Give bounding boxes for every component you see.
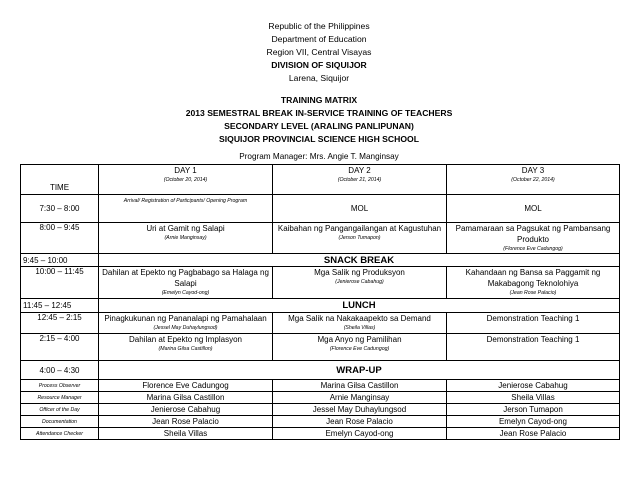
session-cell: Demonstration Teaching 1	[447, 313, 620, 334]
speaker: (Florence Eve Cadungog)	[329, 346, 390, 352]
person-cell: Sheila Villas	[99, 428, 273, 440]
role-row	[21, 428, 620, 440]
speaker: (Jerson Tumapon)	[338, 235, 381, 241]
table-row	[21, 267, 620, 299]
person-cell: Jean Rose Palacio	[447, 428, 620, 440]
header-republic: Republic of the Philippines	[268, 21, 370, 31]
time-cell: 7:30 – 8:00	[21, 195, 99, 223]
role-label: Officer of the Day	[21, 404, 99, 416]
wrap-up-label: WRAP-UP	[99, 361, 620, 380]
session-cell: Mga Salik na Nakakaapekto sa Demand (Sheila Villas)	[273, 313, 447, 334]
person-cell: Emelyn Cayod-ong	[273, 428, 447, 440]
person-cell: Jean Rose Palacio	[99, 416, 273, 428]
session-cell: Mga Anyo ng Pamilihan (Florence Eve Cadungog)	[273, 334, 447, 361]
table-row	[21, 223, 620, 254]
table-row	[21, 334, 620, 361]
role-row	[21, 380, 620, 392]
person-cell: Jean Rose Palacio	[273, 416, 447, 428]
time-header: TIME	[21, 165, 99, 195]
day3-header: DAY 3 (October 22, 2014)	[447, 165, 620, 195]
speaker: (Arnie Manginsay)	[164, 235, 207, 241]
speaker: (Sheila Villas)	[343, 325, 376, 331]
session-cell: Pamamaraan sa Pagsukat ng Pambansang Produkto (Florence Eve Cadungog)	[447, 223, 620, 254]
session-cell: Pinagkukunan ng Pananalapi ng Pamahalaan (Jessel May Duhaylungsod)	[99, 313, 273, 334]
session-cell: Arrival/ Registration of Participants/ Opening Program	[99, 195, 273, 223]
session-cell: MOL	[273, 195, 447, 223]
time-cell: 12:45 – 2:15	[21, 313, 99, 334]
session-cell: Uri at Gamit ng Salapi (Arnie Manginsay)	[99, 223, 273, 254]
person-cell: Jenierose Cabahug	[99, 404, 273, 416]
person-cell: Sheila Villas	[447, 392, 620, 404]
title-training: 2013 SEMESTRAL BREAK IN-SERVICE TRAINING OF TEACHERS	[185, 108, 453, 118]
role-row	[21, 392, 620, 404]
day1-date: (October 20, 2014)	[163, 177, 208, 183]
header-department: Department of Education	[271, 34, 367, 44]
table-row	[21, 195, 620, 223]
lunch-label: LUNCH	[99, 299, 620, 313]
person-cell: Arnie Manginsay	[273, 392, 447, 404]
speaker: (Emelyn Cayod-ong)	[161, 290, 210, 296]
speaker: (Jessel May Duhaylungsod)	[153, 325, 218, 331]
person-cell: Marina Gilsa Castillon	[273, 380, 447, 392]
role-label: Attendance Checker	[21, 428, 99, 440]
document-header	[0, 20, 638, 85]
speaker: (Florence Eve Cadungog)	[503, 246, 563, 252]
day2-header: DAY 2 (October 21, 2014)	[273, 165, 447, 195]
person-cell: Emelyn Cayod-ong	[447, 416, 620, 428]
day3-date: (October 22, 2014)	[511, 177, 555, 183]
session-cell: MOL	[447, 195, 620, 223]
time-cell: 8:00 – 9:45	[21, 223, 99, 254]
time-cell: 11:45 – 12:45	[21, 299, 99, 313]
day2-date: (October 21, 2014)	[337, 177, 382, 183]
day1-header: DAY 1 (October 20, 2014)	[99, 165, 273, 195]
header-division: DIVISION OF SIQUIJOR	[271, 60, 367, 70]
person-cell: Florence Eve Cadungog	[99, 380, 273, 392]
person-cell: Marina Gilsa Castillon	[99, 392, 273, 404]
program-manager: Program Manager: Mrs. Angie T. Manginsay	[239, 152, 399, 161]
session-cell: Demonstration Teaching 1	[447, 334, 620, 361]
session-cell: Dahilan at Epekto ng Pagbabago sa Halaga ng Salapi (Emelyn Cayod-ong)	[99, 267, 273, 299]
session-cell: Dahilan at Epekto ng Implasyon (Marina Gilsa Castillon)	[99, 334, 273, 361]
role-label: Documentation	[21, 416, 99, 428]
snack-break-label: SNACK BREAK	[99, 254, 620, 267]
person-cell: Jessel May Duhaylungsod	[273, 404, 447, 416]
title-school: SIQUIJOR PROVINCIAL SCIENCE HIGH SCHOOL	[219, 134, 419, 144]
header-location: Larena, Siquijor	[288, 73, 350, 83]
speaker: (Jean Rose Palacio)	[509, 290, 557, 296]
time-cell: 10:00 – 11:45	[21, 267, 99, 299]
person-cell: Jerson Tumapon	[447, 404, 620, 416]
title-level: SECONDARY LEVEL (ARALING PANLIPUNAN)	[224, 121, 414, 131]
table-header-row	[21, 165, 620, 195]
role-row	[21, 404, 620, 416]
session-cell: Kahandaan ng Bansa sa Paggamit ng Makabagong Teknolohiya (Jean Rose Palacio)	[447, 267, 620, 299]
time-cell: 4:00 – 4:30	[21, 361, 99, 380]
table-row	[21, 313, 620, 334]
document-title	[0, 94, 638, 146]
session-cell: Kaibahan ng Pangangailangan at Kagustuhan (Jerson Tumapon)	[273, 223, 447, 254]
time-cell: 2:15 – 4:00	[21, 334, 99, 361]
wrap-up-row	[21, 361, 620, 380]
lunch-row	[21, 299, 620, 313]
role-label: Resource Manager	[21, 392, 99, 404]
role-row	[21, 416, 620, 428]
training-matrix-table	[20, 164, 620, 440]
title-matrix: TRAINING MATRIX	[280, 95, 358, 105]
session-cell: Mga Salik ng Produksyon (Jenierose Cabahug)	[273, 267, 447, 299]
role-label: Process Observer	[21, 380, 99, 392]
speaker: (Marina Gilsa Castillon)	[158, 346, 213, 352]
time-cell: 9:45 – 10:00	[21, 254, 99, 267]
person-cell: Jenierose Cabahug	[447, 380, 620, 392]
speaker: (Jenierose Cabahug)	[335, 279, 384, 285]
snack-row	[21, 254, 620, 267]
header-region: Region VII, Central Visayas	[266, 47, 372, 57]
